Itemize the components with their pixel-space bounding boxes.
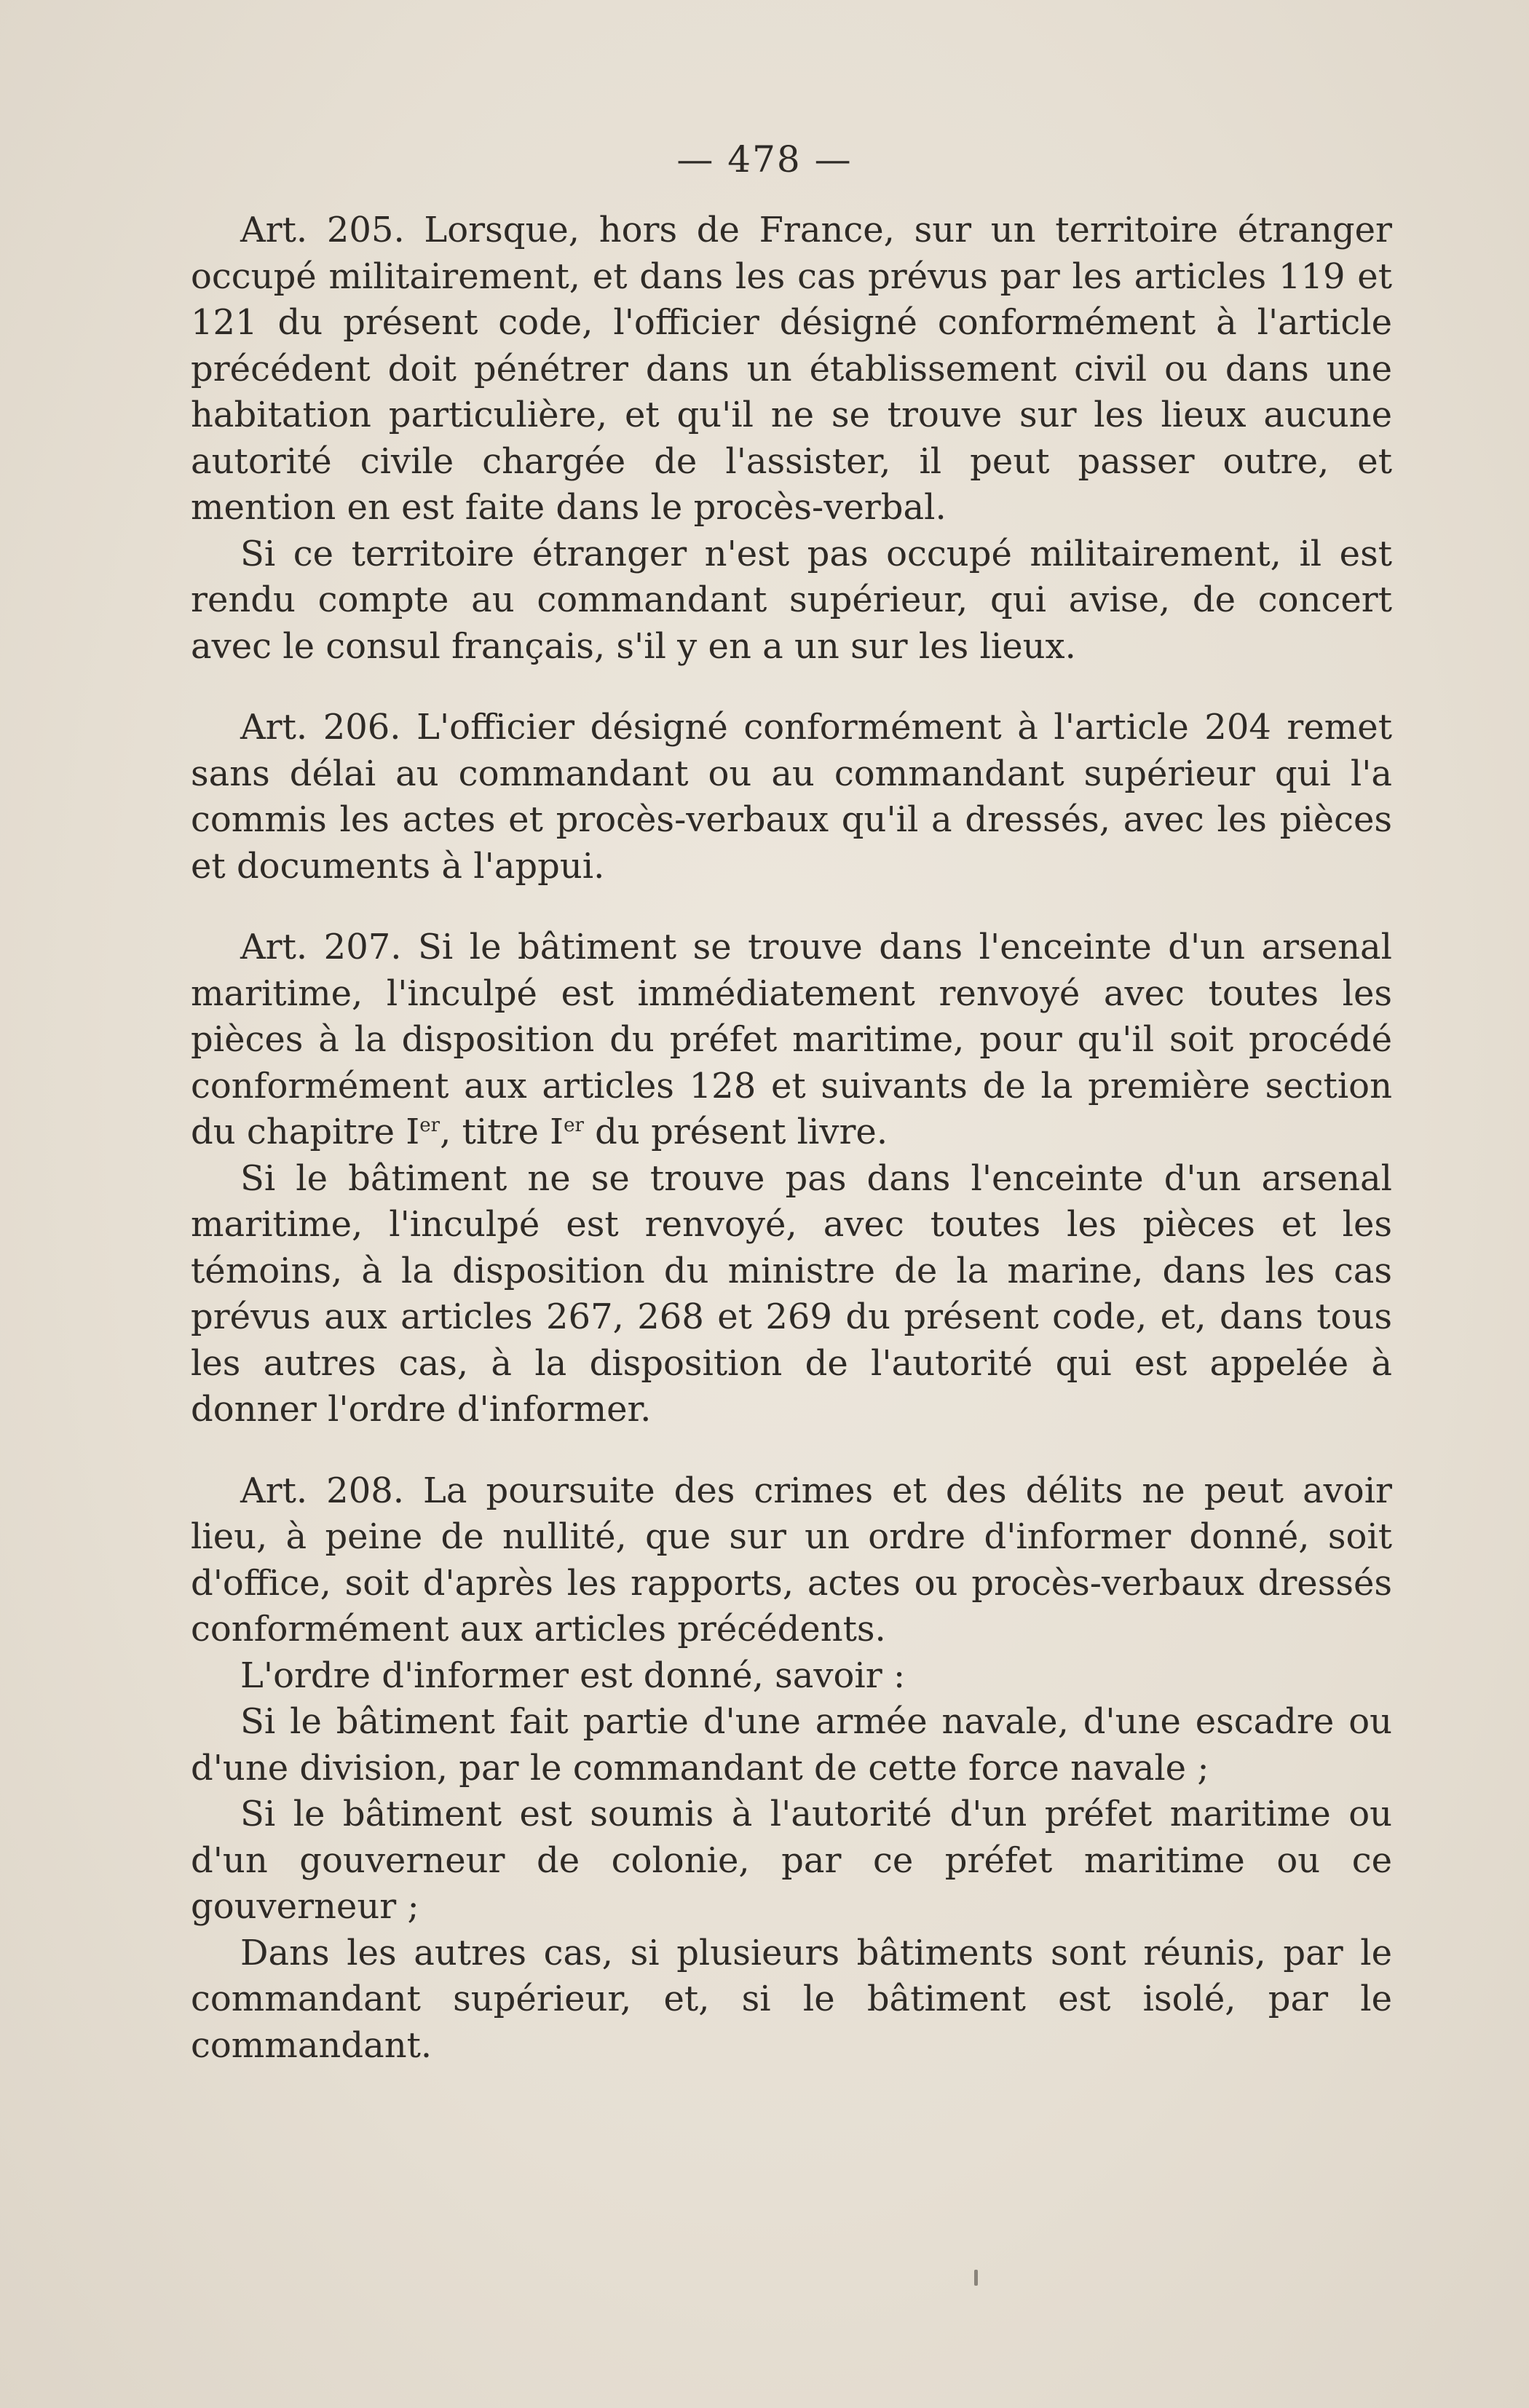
article-205-second-paragraph: Si ce territoire étranger n'est pas occupé militairement, il est rendu compte au commandant supérieur, qui avise, de concert avec le consul français, s'il y en a un sur les lieux. [191, 533, 1392, 667]
article-208-other-cases: Dans les autres cas, si plusieurs bâtiments sont réunis, par le commandant supérieur, et, si le bâtiment est isolé, par le commandant. [191, 1932, 1392, 2066]
article-208-naval-force: Si le bâtiment fait partie d'une armée navale, d'une escadre ou d'une division, par le commandant de cette force navale ; [191, 1701, 1392, 1789]
article-205-paragraph: Art. 205. Lorsque, hors de France, sur un territoire étranger occupé militairement, et dans les cas prévus par les articles 119 et 121 du présent code, l'officier désigné conformément à l'article précédent doit pénétrer dans un établissement civil ou dans une habitation particulière, et qu'il ne se trouve sur les lieux aucune autorité civile chargée de l'assister, il peut passer outre, et mention en est faite dans le procès-verbal. [191, 210, 1392, 528]
superscript-er: er [419, 1114, 440, 1136]
article-207-text-mid: , titre I [440, 1112, 564, 1152]
article-208-order-intro: L'ordre d'informer est donné, savoir : [240, 1655, 906, 1696]
body-text [191, 207, 1392, 2069]
superscript-er: er [564, 1114, 584, 1136]
article-207-paragraph [191, 924, 1392, 1156]
article-206-paragraph: Art. 206. L'officier désigné conformément à l'article 204 remet sans délai au commandant ou au commandant supérieur qui l'a commis les actes et procès-verbaux qu'il a dressés, avec les pièces et documents à l'appui. [191, 707, 1392, 887]
article-207-text-before: Art. 207. Si le bâtiment se trouve dans l'enceinte d'un arsenal maritime, l'inculpé est immédiatement renvoyé avec toutes les pièces à la disposition du préfet maritime, pour qu'il soit procédé conformément aux articles 128 et suivants de la première section du chapitre I [191, 927, 1392, 1152]
article-207-second-paragraph: Si le bâtiment ne se trouve pas dans l'enceinte d'un arsenal maritime, l'inculpé est renvoyé, avec toutes les pièces et les témoins, à la disposition du ministre de la marine, dans les cas prévus aux articles 267, 268 et 269 du présent code, et, dans tous les autres cas, à la disposition de l'autorité qui est appelée à donner l'ordre d'informer. [191, 1157, 1392, 1430]
article-208-paragraph: Art. 208. La poursuite des crimes et des délits ne peut avoir lieu, à peine de nullité, que sur un ordre d'informer donné, soit d'office, soit d'après les rapports, actes ou procès-verbaux dressés conformément aux articles précédents. [191, 1470, 1392, 1649]
article-207-text-after: du présent livre. [583, 1112, 888, 1152]
ink-smudge [974, 2270, 978, 2286]
page-number: — 478 — [676, 138, 853, 181]
article-208-prefect: Si le bâtiment est soumis à l'autorité d'un préfet maritime ou d'un gouverneur de colonie, par ce préfet maritime ou ce gouverneur ; [191, 1794, 1392, 1927]
